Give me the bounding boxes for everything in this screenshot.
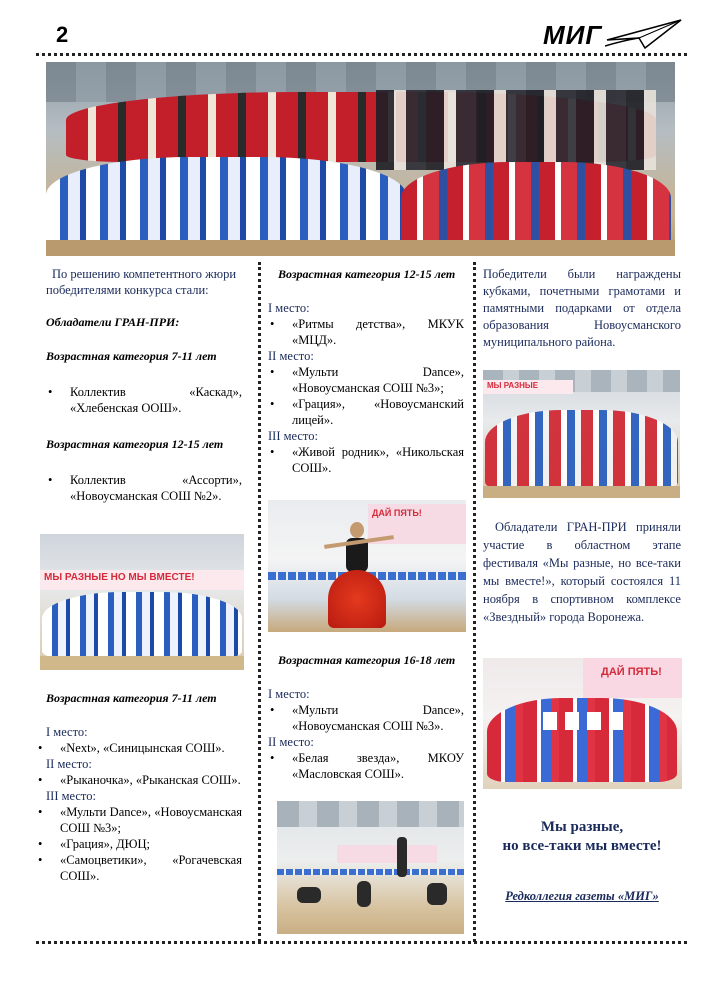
column-2	[268, 266, 464, 476]
list-item: • «Живой родник», «Никольская СОШ».	[270, 445, 464, 475]
grand-prix-title: Обладатели ГРАН-ПРИ:	[46, 315, 180, 329]
place-3-label: III место:	[268, 429, 318, 443]
list-item: • «Грация», «Новоусманский лицей».	[270, 397, 464, 427]
place-1-label: I место:	[268, 687, 310, 701]
column-3-middle	[483, 518, 681, 626]
column-2-lower	[268, 652, 464, 782]
banner-text: МЫ РАЗНЫЕ НО МЫ ВМЕСТЕ!	[44, 572, 195, 583]
bullet-icon: •	[38, 853, 43, 867]
list-item: • «Мульти Dance», «Новоусманская СОШ №3»;	[38, 805, 242, 835]
flamenco-dancer-photo	[268, 500, 466, 632]
bullet-icon: •	[270, 445, 275, 459]
bullet-icon: •	[270, 397, 275, 411]
grand-prix-note: Обладатели ГРАН-ПРИ приняли участие в областном этапе фестиваля «Мы разные, но все-таки мы вместе!», который состоялся 11 ноября в спортивном комплексе «Звездный» города Воронежа.	[483, 520, 681, 624]
slogan-line-1: Мы разные,	[540, 819, 624, 835]
column-divider-right	[473, 262, 476, 942]
gp-category-12-15: Возрастная категория 12-15 лет	[46, 437, 224, 451]
list-item: • «Белая звезда», МКОУ «Масловская СОШ».	[270, 751, 464, 781]
bullet-icon: •	[38, 805, 43, 819]
list-item: • «Мульти Dance», «Новоусманская СОШ №3»;	[270, 365, 464, 395]
column-3-bottom	[483, 818, 681, 904]
awards-text: Победители были награждены кубками, почетными грамотами и памятными подарками от отдела образования Новоусманского муниципального района.	[483, 267, 681, 349]
category-7-11: Возрастная категория 7-11 лет	[46, 691, 217, 705]
column-3	[483, 266, 681, 351]
place-1-label: I место:	[46, 725, 88, 739]
top-dotted-divider	[36, 53, 687, 56]
editorial-signature: Редколлегия газеты «МИГ»	[505, 889, 659, 903]
banner-side-text: ДАЙ ПЯТЬ!	[372, 508, 422, 518]
column-1-lower	[38, 690, 242, 884]
newspaper-logo	[543, 18, 683, 54]
place-2-label: II место:	[268, 735, 314, 749]
hall-dancers-photo	[277, 801, 464, 934]
list-item: • Коллектив «Ассорти», «Новоусманская СОШ №2».	[48, 473, 242, 503]
bullet-icon: •	[38, 741, 43, 755]
banner-side-text-2: ДАЙ ПЯТЬ!	[601, 666, 662, 678]
bullet-icon: •	[48, 473, 53, 487]
list-item: • «Рыканочка», «Рыканская СОШ».	[38, 773, 241, 787]
place-2-label: II место:	[46, 757, 92, 771]
list-item: • «Next», «Синицынская СОШ».	[38, 741, 225, 755]
bullet-icon: •	[38, 837, 43, 851]
category-12-15: Возрастная категория 12-15 лет	[278, 267, 456, 281]
place-3-label: III место:	[46, 789, 96, 803]
list-item: • «Самоцветики», «Рогачевская СОШ».	[38, 853, 242, 883]
list-item: • Коллектив «Каскад», «Хлебенская ООШ».	[48, 385, 242, 415]
column-divider-left	[258, 262, 261, 942]
list-item: • «Ритмы детства», МКУК «МЦД».	[270, 317, 464, 347]
certificates-photo	[483, 658, 682, 789]
list-item: • «Грация», ДЮЦ;	[38, 837, 150, 851]
bullet-icon: •	[270, 317, 275, 331]
group-photo	[46, 62, 675, 256]
bullet-icon: •	[270, 703, 275, 717]
banner-text-short: МЫ РАЗНЫЕ	[487, 381, 539, 390]
logo-text: МИГ	[543, 20, 603, 50]
bullet-icon: •	[270, 751, 275, 765]
place-1-label: I место:	[268, 301, 310, 315]
bullet-icon: •	[38, 773, 43, 787]
gp-category-7-11: Возрастная категория 7-11 лет	[46, 349, 217, 363]
dance-hall-photo	[483, 370, 680, 498]
bullet-icon: •	[270, 365, 275, 379]
page-number: 2	[56, 22, 69, 47]
slogan-line-2: но все-таки мы вместе!	[502, 838, 662, 854]
intro-text: По решению компетентного жюри победителями конкурса стали:	[46, 267, 237, 297]
list-item: • «Мульти Dance», «Новоусманская СОШ №3».	[270, 703, 464, 733]
column-1	[46, 266, 242, 504]
blue-dancers-photo	[40, 534, 244, 670]
bottom-dotted-divider	[36, 941, 687, 944]
bullet-icon: •	[48, 385, 53, 399]
paper-plane-icon	[605, 18, 683, 52]
place-2-label: II место:	[268, 349, 314, 363]
category-16-18: Возрастная категория 16-18 лет	[278, 653, 456, 667]
